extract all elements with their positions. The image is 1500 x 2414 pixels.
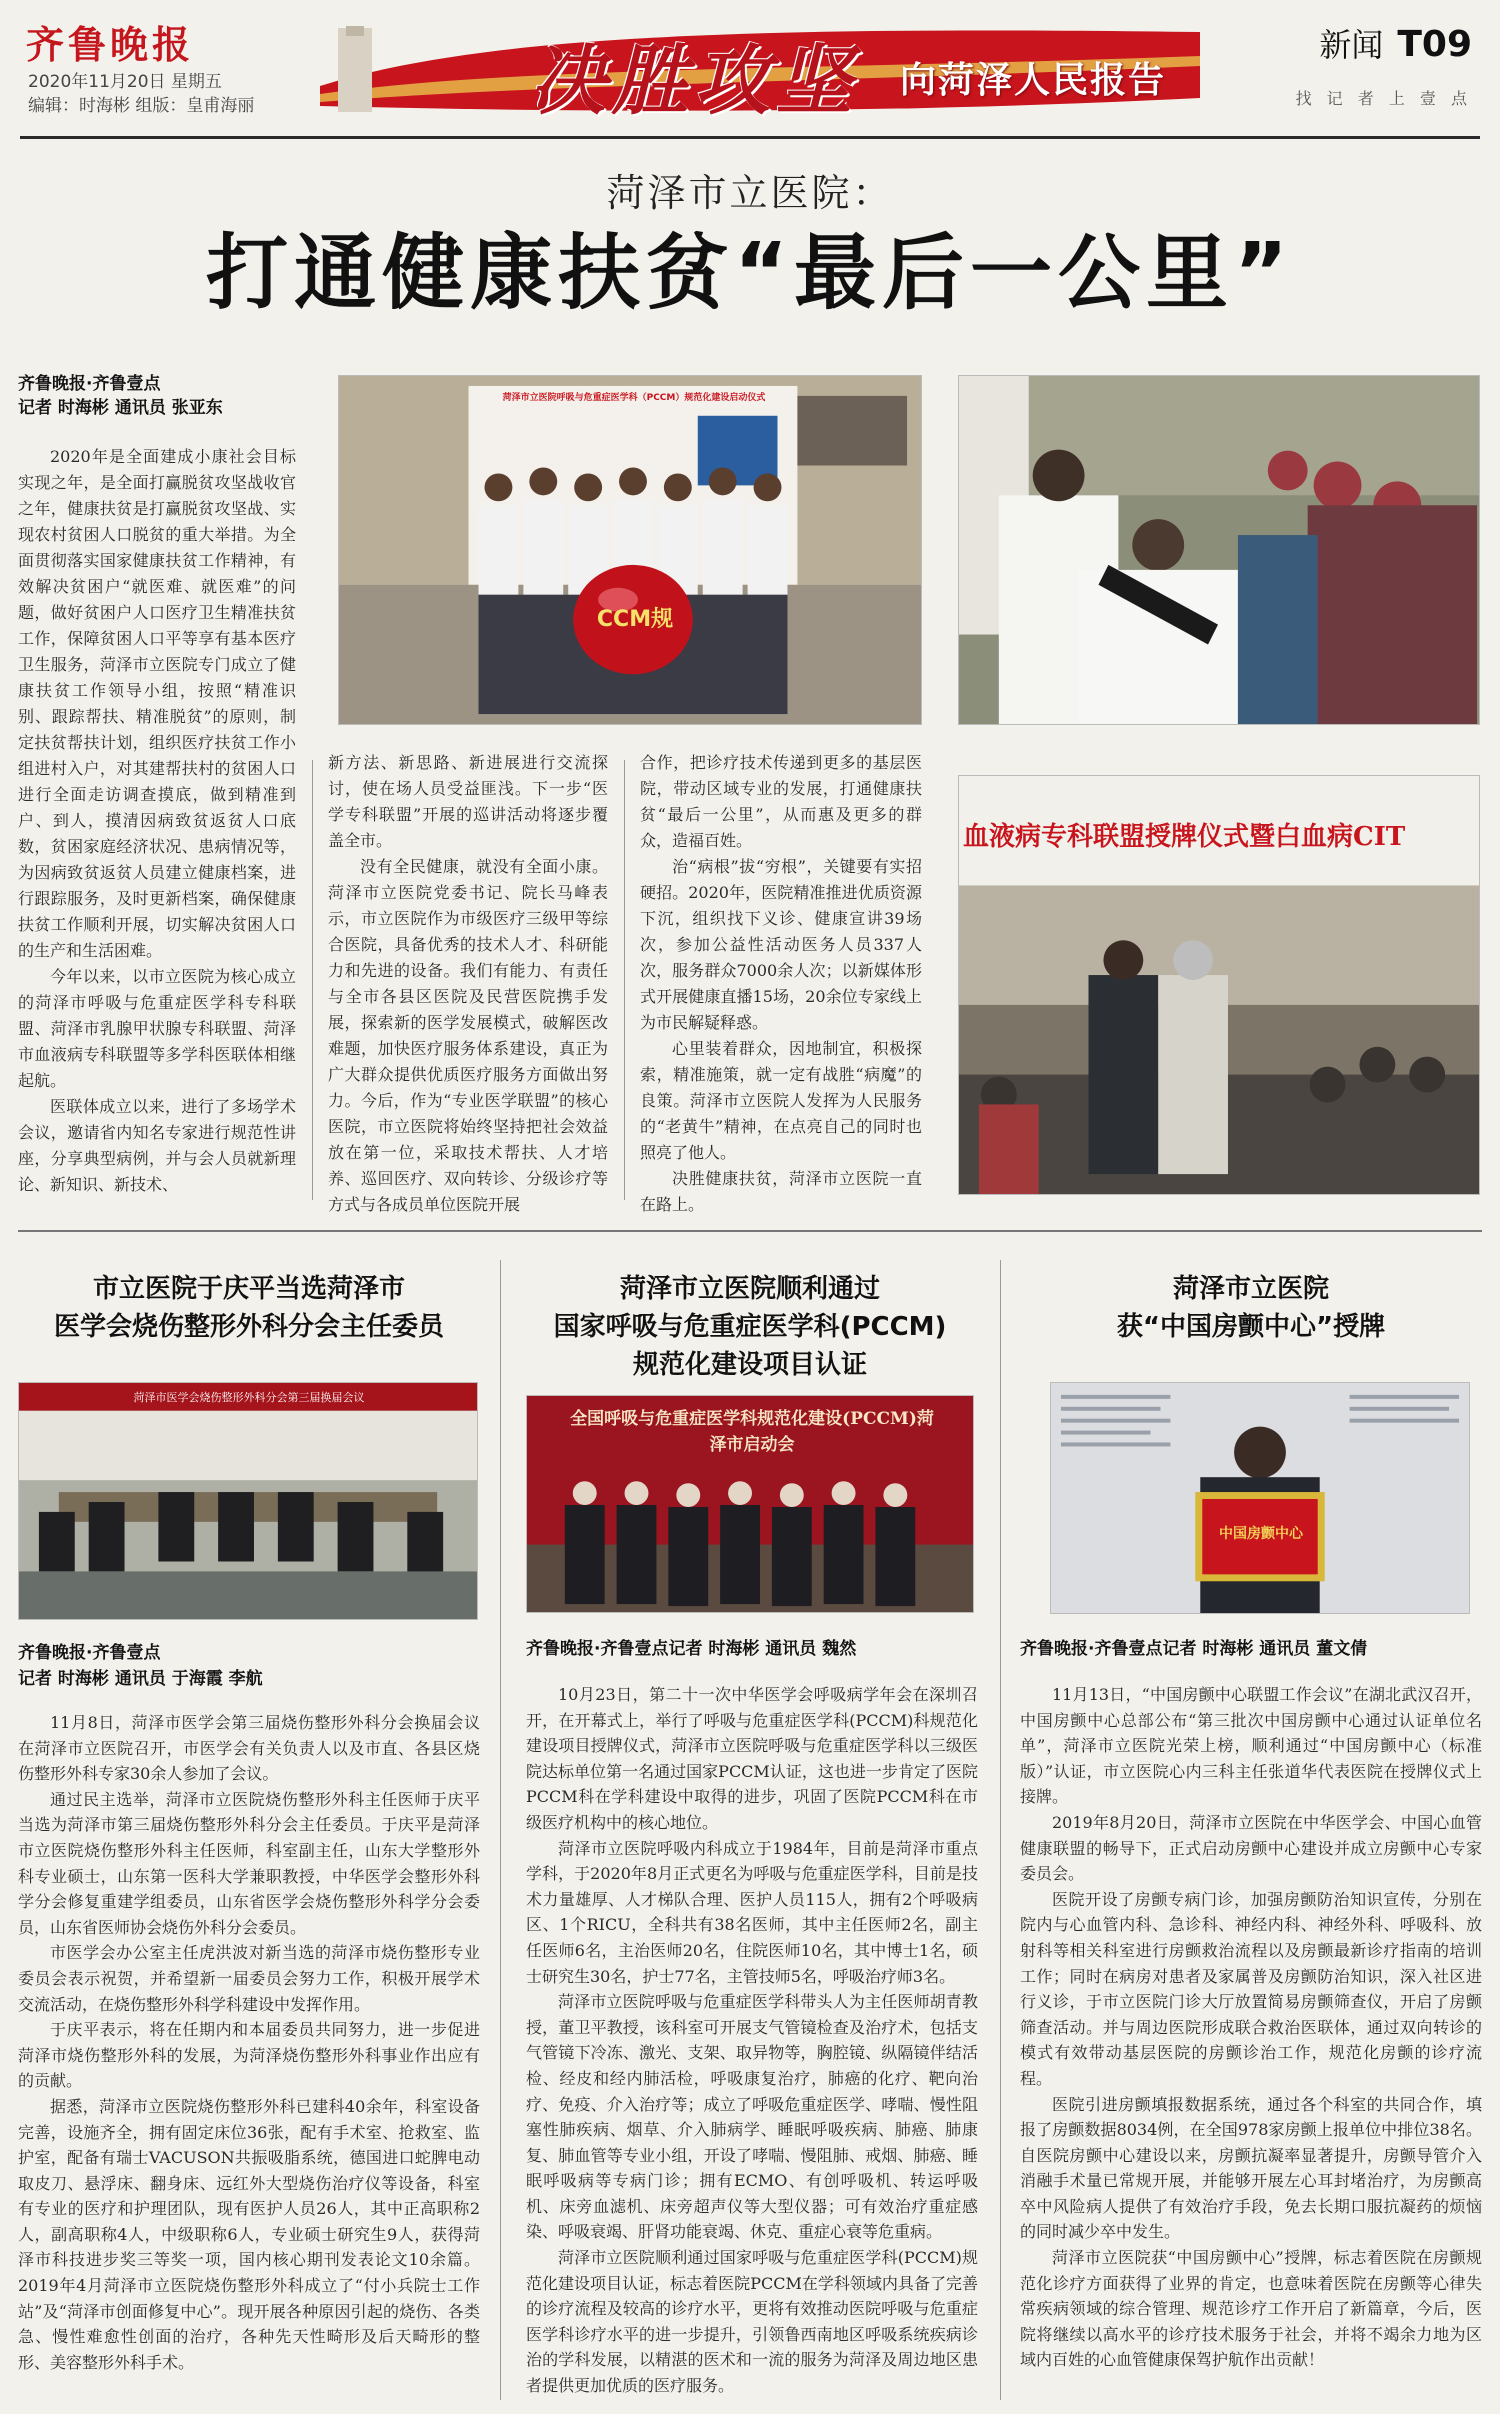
story-headline-line: 市立医院于庆平当选菏泽市 [92,1274,405,1304]
photo-launch-ceremony [338,375,922,725]
section-rule [18,1230,1482,1232]
byline-authors: 记者 时海彬 通讯员 张亚东 [18,398,223,418]
masthead-rule [20,136,1480,139]
banner-subtitle: 向菏泽人民报告 [900,60,1167,101]
photo-af-center-plaque [1050,1382,1470,1614]
column-rule [624,760,625,1200]
paragraph: 心里装着群众，因地制宜，积极探索，精准施策，就一定有战胜“病魔”的良策。菏泽市立医院人发挥为人民服务的“老黄牛”精神，在点亮自己的同时也照亮了他人。 [640,1039,922,1162]
photo-alliance-plaque [958,775,1480,1195]
photo-banner-text: 血液病专科联盟授牌仪式暨白血病CIT [963,822,1406,852]
paragraph: 医院开设了房颤专病门诊，加强房颤防治知识宣传，分别在院内与心血管内科、急诊科、神经内科、神经外科、呼吸科、放射科等相关科室进行房颤救治流程以及房颤最新诊疗指南的培训工作；同时在病房对患者及家属普及房颤防治知识，深入社区进行义诊，于市立医院门诊大厅放置简易房颤筛查仪，开启了房颤筛查活动。并与周边医院形成联合救治医联体，通过双向转诊的模式有效带动基层医院的房颤诊治工作，规范化房颤的诊疗流程。 [1020,1889,1482,2088]
photo-free-clinic [958,375,1480,725]
paragraph: 合作，把诊疗技术传递到更多的基层医院，带动区域专业的发展，打通健康扶贫“最后一公里”，从而惠及更多的群众，造福百姓。 [640,753,922,850]
paragraph: 2019年8月20日，菏泽市立医院在中华医学会、中国心血管健康联盟的畅导下，正式启动房颤中心建设并成立房颤中心专家委员会。 [1020,1812,1482,1884]
issue-date: 2020年11月20日 星期五 [28,72,222,92]
paragraph: 治“病根”拔“穷根”，关键要有实招硬招。2020年，医院精准推进优质资源下沉，组织找下义诊、健康宣讲39场次，参加公益性活动医务人员337人次，服务群众7000余人次；以新媒体形式开展健康直播15场，20余位专家线上为市民解疑释惑。 [640,857,922,1032]
section-label: 新闻 [1319,26,1384,64]
paragraph: 10月23日，第二十一次中华医学会呼吸病学年会在深圳召开，在开幕式上，举行了呼吸与危重症医学科(PCCM)科规范化建设项目授牌仪式，菏泽市立医院呼吸与危重症医学科以三级医院达标单位第一名通过国家PCCM认证，这也进一步肯定了医院PCCM科在学科建设中取得的进步，巩固了医院PCCM科在市级医疗机构中的核心地位。 [526,1685,978,1832]
story-headline-line: 菏泽市立医院顺利通过 [619,1274,880,1304]
paragraph: 市医学会办公室主任虎洪波对新当选的菏泽市烧伤整形专业委员会表示祝贺，并希望新一届委员会努力工作，积极开展学术交流活动，在烧伤整形外科学科建设中发挥作用。 [18,1943,480,2014]
photo-burn-society-meeting [18,1382,478,1620]
launch-ball-text: CCM规 [596,607,674,632]
contact-line: 找 记 者 上 壹 点 [1295,89,1472,108]
column-rule [1000,1260,1001,2400]
story-2-headline [520,1270,980,1384]
photo-pccm-launch [526,1395,974,1613]
paragraph: 医联体成立以来，进行了多场学术会议，邀请省内知名专家进行规范性讲座，分享典型病例，并与会人员就新理论、新知识、新技术、 [18,1097,296,1194]
byline-outlet: 齐鲁晚报·齐鲁壹点 [18,1643,161,1663]
story-3-byline: 齐鲁晚报·齐鲁壹点记者 时海彬 通讯员 董文倩 [1020,1639,1368,1659]
story-headline-line: 获“中国房颤中心”授牌 [1116,1312,1386,1342]
paragraph: 菏泽市立医院呼吸与危重症医学科带头人为主任医师胡青教授，董卫平教授，该科室可开展支气管镜检查及治疗术，包括支气管镜下冷冻、激光、支架、取异物等，胸腔镜、纵隔镜伴结活检、经皮和经内肺活检，呼吸康复治疗，肺癌的化疗、靶向治疗、免疫、介入治疗等；成立了呼吸危重症医学、哮喘、慢性阻塞性肺疾病、烟草、介入肺病学、睡眠呼吸疾病、肺癌、肺康复、肺血管等专业小组，开设了哮喘、慢阻肺、戒烟、肺癌、睡眠呼吸病等专病门诊；拥有ECMO、有创呼吸机、转运呼吸机、床旁血滤机、床旁超声仪等大型仪器；可有效治疗重症感染、呼吸衰竭、肝肾功能衰竭、休克、重症心衰等危重病。 [526,1992,978,2242]
section-tag [1319,20,1472,66]
page-editors: 编辑：时海彬 组版：皇甫海丽 [28,96,255,116]
column-rule [312,760,313,1200]
paragraph: 11月8日，菏泽市医学会第三届烧伤整形外科分会换届会议在菏泽市立医院召开，市医学会有关负责人以及市直、各县区烧伤整形外科专家30余人参加了会议。 [18,1713,480,1784]
photo-banner-text: 菏泽市医学会烧伤整形外科分会第三届换届会议 [133,1391,365,1404]
banner-title: 决胜攻坚 [530,36,858,125]
paragraph: 于庆平表示，将在任期内和本届委员共同努力，进一步促进菏泽市烧伤整形外科的发展，为菏泽烧伤整形外科事业作出应有的贡献。 [18,2020,480,2091]
story-1-byline [18,1640,480,1692]
headline-kicker: 菏泽市立医院： [606,171,894,215]
headline: 打通健康扶贫“最后一公里” [206,226,1294,321]
story-1-body [18,1710,480,2400]
photo-banner-text: 菏泽市立医院呼吸与危重症医学科（PCCM）规范化建设启动仪式 [502,393,766,403]
plaque-text: 中国房颤中心 [1219,1526,1303,1542]
paragraph: 据悉，菏泽市立医院烧伤整形外科已建科40余年，科室设备完善，设施齐全，拥有固定床位36张，配有手术室、抢救室、监护室，配备有瑞士VACUSON共振吸脂系统，德国进口蛇脾电动取皮刀、悬浮床、翻身床、远红外大型烧伤治疗仪等设备，科室有专业的医疗和护理团队，现有医护人员26人，其中正高职称2人，副高职称4人，中级职称6人，专业硕士研究生9人，获得菏泽市科技进步奖三等奖一项，国内核心期刊发表论文10余篇。2019年4月菏泽市立医院烧伤整形外科成立了“付小兵院士工作站”及“菏泽市创面修复中心”。现开展各种原因引起的烧伤、各类急、慢性难愈性创面的治疗，各种先天性畸形及后天畸形的整形、美容整形外科手术。 [18,2096,480,2372]
story-headline-line: 国家呼吸与危重症医学科(PCCM) [553,1312,947,1342]
paper-meta [28,70,254,118]
paragraph: 菏泽市立医院获“中国房颤中心”授牌，标志着医院在房颤规范化诊疗方面获得了业界的肯定，也意味着医院在房颤等心律失常疾病领域的综合管理、规范诊疗工作开启了新篇章，今后，医院将继续以高水平的诊疗技术服务于社会，并将不竭余力地为区域内百姓的心血管健康保驾护航作出贡献！ [1020,2248,1482,2370]
main-byline [18,372,338,420]
story-3-headline [1020,1270,1482,1346]
story-2-byline: 齐鲁晚报·齐鲁壹点记者 时海彬 通讯员 魏然 [526,1639,857,1659]
paragraph: 医院引进房颤填报数据系统，通过各个科室的共同合作，填报了房颤数据8034例，在全国978家房颤上报单位中排位38名。自医院房颤中心建设以来，房颤抗凝率显著提升，房颤导管介入消融手术量已常规开展，并能够开展左心耳封堵治疗，为房颤高卒中风险病人提供了有效治疗手段，免去长期口服抗凝药的烦恼的同时减少卒中发生。 [1020,2094,1482,2242]
paragraph: 11月13日，“中国房颤中心联盟工作会议”在湖北武汉召开，中国房颤中心总部公布“第三批次中国房颤中心通过认证单位名单”，菏泽市立医院光荣上榜，顺利通过“中国房颤中心（标准版）”认证，市立医院心内三科主任张道华代表医院在授牌仪式上接牌。 [1020,1685,1482,1807]
story-2-body [526,1682,978,2400]
paragraph: 今年以来，以市立医院为核心成立的菏泽市呼吸与危重症医学科专科联盟、菏泽市乳腺甲状腺专科联盟、菏泽市血液病专科联盟等多学科医联体相继起航。 [18,967,296,1090]
byline-outlet: 齐鲁晚报·齐鲁壹点 [18,374,161,394]
paragraph: 没有全民健康，就没有全面小康。菏泽市立医院党委书记、院长马峰表示，市立医院作为市级医疗三级甲等综合医院，具备优秀的技术人才、科研能力和先进的设备。我们有能力、有责任与全市各县区医院及民营医院携手发展，探索新的医学发展模式，破解医改难题，加快医疗服务体系建设，真正为广大群众提供优质医疗服务方面做出努力。今后，作为“专业医学联盟”的核心医院，市立医院将始终坚持把社会效益放在第一位，采取技术帮扶、人才培养、巡回医疗、双向转诊、分级诊疗等方式与各成员单位医院开展 [328,857,608,1214]
paragraph: 决胜健康扶贫，菏泽市立医院一直在路上。 [640,1169,922,1214]
byline-authors: 记者 时海彬 通讯员 于海霞 李航 [18,1669,263,1689]
story-headline-line: 规范化建设项目认证 [632,1350,867,1380]
main-column-3 [640,750,922,1214]
campaign-banner [320,14,1200,126]
story-headline-line: 医学会烧伤整形外科分会主任委员 [53,1312,444,1342]
paragraph: 菏泽市立医院顺利通过国家呼吸与危重症医学科(PCCM)规范化建设项目认证，标志着医院PCCM在学科领域内具备了完善的诊疗流程及较高的诊疗水平，更将有效推动医院呼吸与危重症医学科诊疗水平的进一步提升，引领鲁西南地区呼吸系统疾病诊治的学科发展，以精湛的医术和一流的服务为菏泽及周边地区患者提供更加优质的医疗服务。 [526,2248,978,2396]
paragraph: 2020年是全面建成小康社会目标实现之年，是全面打赢脱贫攻坚战收官之年，健康扶贫是打赢脱贫攻坚战、实现农村贫困人口脱贫的重大举措。为全面贯彻落实国家健康扶贫工作精神，有效解决贫困户“就医难、就医难”的问题，做好贫困户人口医疗卫生精准扶贫工作，保障贫困人口平等享有基本医疗卫生服务，菏泽市立医院专门成立了健康扶贫工作领导小组，按照“精准识别、跟踪帮扶、精准脱贫”的原则，制定扶贫帮扶计划，组织医疗扶贫工作小组进村入户，对其建帮扶村的贫困人口进行全面走访调查摸底，做到精准到户、到人，摸清因病致贫返贫人口底数，贫困家庭经济状况、患病情况等，为因病致贫返贫人员建立健康档案，进行跟踪服务，及时更新档案，确保健康扶贫工作顺利开展，切实解决贫困人口的生产和生活困难。 [18,447,296,960]
paragraph: 菏泽市立医院呼吸内科成立于1984年，目前是菏泽市重点学科，于2020年8月正式更名为呼吸与危重症医学科，目前是技术力量雄厚、人才梯队合理、医护人员115人，拥有2个呼吸病区、1个RICU，全科共有38名医师，其中主任医师2名，副主任医师6名，主治医师20名，住院医师10名，其中博士1名，硕士研究生30名，护士77名，主管技师5名，呼吸治疗师3名。 [526,1838,978,1986]
paragraph: 新方法、新思路、新进展进行交流探讨，使在场人员受益匪浅。下一步“医学专科联盟”开展的巡讲活动将逐步覆盖全市。 [328,753,608,850]
paragraph: 通过民主选举，菏泽市立医院烧伤整形外科主任医师于庆平当选为菏泽市第三届烧伤整形外科分会主任委员。于庆平是菏泽市立医院烧伤整形外科主任医师，科室副主任，山东大学整形外科专业硕士，山东第一医科大学兼职教授，中华医学会整形外科学分会修复重建学组委员，山东省医学会烧伤整形外科学分会委员，山东省医师协会烧伤外科分会委员。 [18,1789,480,1937]
masthead [20,10,1480,135]
photo-banner-text: 全国呼吸与危重症医学科规范化建设(PCCM)菏泽市启动会 [570,1409,934,1455]
paper-name-logo: 齐鲁晚报 [26,22,195,67]
page-number: T09 [1397,24,1472,65]
main-column-1 [18,444,296,1200]
main-column-2 [328,750,608,1214]
column-rule [500,1260,501,2400]
story-1-headline [18,1270,480,1346]
story-headline-line: 菏泽市立医院 [1172,1274,1329,1304]
story-3-body [1020,1682,1482,2400]
